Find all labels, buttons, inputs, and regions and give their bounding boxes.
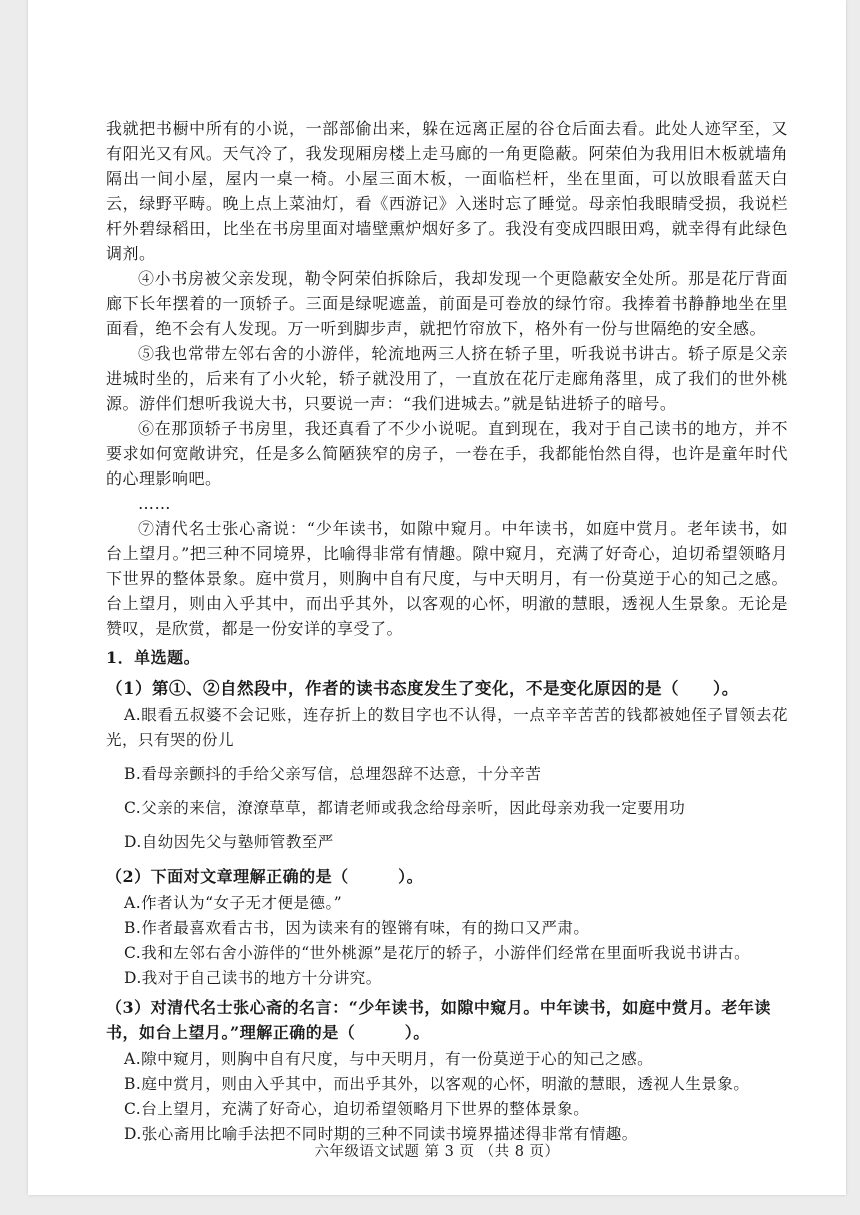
passage-paragraph-5: ⑤我也常带左邻右舍的小游伴，轮流地两三人挤在轿子里，听我说书讲古。轿子原是父亲进城时坐的，后来有了小火轮，轿子就没用了，一直放在花厅走廊角落里，成了我们的世外桃源。游伴们想听我说大书，只要说一声：“我们进城去。”就是钻进轿子的暗号。 <box>106 344 788 413</box>
passage-paragraph-6: ⑥在那顶轿子书房里，我还真看了不少小说呢。直到现在，我对于自己读书的地方，并不要求如何宽敞讲究，任是多么简陋狭窄的房子，一卷在手，我都能怡然自得，也许是童年时代的心理影响吧。 <box>106 419 788 488</box>
question-1 <box>106 676 788 855</box>
question-1-option-a[interactable]: A.眼看五叔婆不会记账，连存折上的数目字也不认得，一点辛辛苦苦的钱都被她侄子冒领去花光，只有哭的份儿 <box>106 706 788 749</box>
question-3-option-a[interactable]: A.隙中窥月，则胸中自有尺度，与中天明月，有一份莫逆于心的知己之感。 <box>124 1050 654 1068</box>
question-1-option-c[interactable]: C.父亲的来信，潦潦草草，都请老师或我念给母亲听，因此母亲劝我一定要用功 <box>124 799 686 817</box>
question-1-title: （1）第①、②自然段中，作者的读书态度发生了变化，不是变化原因的是（ ）。 <box>106 679 739 698</box>
question-1-option-d[interactable]: D.自幼因先父与塾师管教至严 <box>124 833 334 851</box>
page-content <box>106 116 788 1147</box>
question-2-option-b[interactable]: B.作者最喜欢看古书，因为读来有的铿锵有味，有的拗口又严肃。 <box>124 919 590 937</box>
exam-page <box>28 0 846 1195</box>
page-footer: 六年级语文试题 第 3 页 （共 8 页） <box>314 1144 560 1160</box>
question-2 <box>106 864 788 991</box>
question-2-option-a[interactable]: A.作者认为“女子无才便是德。” <box>124 894 343 912</box>
passage-ellipsis: …… <box>138 494 171 513</box>
question-2-title: （2）下面对文章理解正确的是（ ）。 <box>106 867 424 886</box>
question-3 <box>106 995 788 1147</box>
section-title: 1．单选题。 <box>106 648 201 667</box>
question-3-option-c[interactable]: C.台上望月，充满了好奇心，迫切希望领略月下世界的整体景象。 <box>124 1100 590 1118</box>
question-1-option-b[interactable]: B.看母亲颤抖的手给父亲写信，总埋怨辞不达意，十分辛苦 <box>124 765 542 783</box>
passage-paragraph-4: ④小书房被父亲发现，勒令阿荣伯拆除后，我却发现一个更隐蔽安全处所。那是花厅背面廊下长年摆着的一顶轿子。三面是绿呢遮盖，前面是可卷放的绿竹帘。我捧着书静静地坐在里面看，绝不会有人发现。万一听到脚步声，就把竹帘放下，格外有一份与世隔绝的安全感。 <box>106 269 788 338</box>
question-3-option-b[interactable]: B.庭中赏月，则由入乎其中，而出乎其外，以客观的心怀，明澈的慧眼，透视人生景象。 <box>124 1075 750 1093</box>
question-2-option-d[interactable]: D.我对于自己读书的地方十分讲究。 <box>124 969 382 987</box>
passage-paragraph-continued: 我就把书橱中所有的小说，一部部偷出来，躲在远离正屋的谷仓后面去看。此处人迹罕至，又有阳光又有风。天气冷了，我发现厢房楼上走马廊的一角更隐蔽。阿荣伯为我用旧木板就墙角隔出一间小屋，屋内一桌一椅。小屋三面木板，一面临栏杆，坐在里面，可以放眼看蓝天白云，绿野平畴。晚上点上菜油灯，看《西游记》入迷时忘了睡觉。母亲怕我眼睛受损，我说栏杆外碧绿稻田，比坐在书房里面对墙壁熏炉烟好多了。我没有变成四眼田鸡，就幸得有此绿色调剂。 <box>106 119 788 263</box>
question-2-option-c[interactable]: C.我和左邻右舍小游伴的“世外桃源”是花厅的轿子，小游伴们经常在里面听我说书讲古。 <box>124 944 751 962</box>
question-3-title: （3）对清代名士张心斋的名言：“少年读书，如隙中窥月。中年读书，如庭中赏月。老年读书，如台上望月。”理解正确的是（ ）。 <box>106 998 771 1042</box>
passage-paragraph-7: ⑦清代名士张心斋说：“少年读书，如隙中窥月。中年读书，如庭中赏月。老年读书，如台上望月。”把三种不同境界，比喻得非常有情趣。隙中窥月，充满了好奇心，迫切希望领略月下世界的整体景象。庭中赏月，则胸中自有尺度，与中天明月，有一份莫逆于心的知己之感。台上望月，则由入乎其中，而出乎其外，以客观的心怀，明澈的慧眼，透视人生景象。无论是赞叹，是欣赏，都是一份安详的享受了。 <box>106 519 788 638</box>
question-3-option-d[interactable]: D.张心斋用比喻手法把不同时期的三种不同读书境界描述得非常有情趣。 <box>124 1125 638 1143</box>
